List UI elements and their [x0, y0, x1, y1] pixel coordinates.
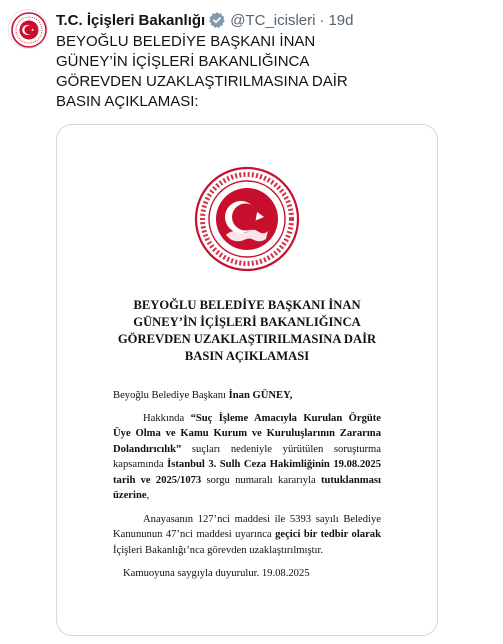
paragraph-text: sorgu numaralı kararıyla — [201, 474, 321, 486]
timestamp[interactable]: 19d — [328, 11, 354, 29]
address-prefix: Beyoğlu Belediye Başkanı — [113, 390, 229, 401]
tweet-header — [56, 10, 354, 30]
document-title-line: BEYOĞLU BELEDİYE BAŞKANI İNAN — [133, 298, 361, 312]
paragraph-text: , — [146, 490, 150, 501]
paragraph-bold-text: tutuklanması üzerine — [113, 474, 381, 501]
tweet-text — [56, 32, 486, 112]
ministry-emblem-icon — [193, 165, 301, 273]
paragraph-bold-text: “Suç İşleme Amacıyla Kurulan Örgüte Üye Olma ve Kamu Kurum ve Kuruluşlarının Zararına Dolandırıcılık” — [113, 412, 381, 455]
tweet-text-line: BASIN AÇIKLAMASI: — [56, 93, 199, 110]
document-closing: Kamuoyuna saygıyla duyurulur. 19.08.2025 — [123, 568, 310, 579]
paragraph-text: Hakkında — [143, 412, 191, 424]
document-title-line: BASIN AÇIKLAMASI — [184, 349, 310, 363]
tweet-text-line: GÖREVDEN UZAKLAŞTIRILMASINA DAİR — [56, 73, 348, 90]
separator-dot: · — [319, 11, 325, 29]
paragraph-text: suçları nedeniyle yürütülen soruşturma kapsamında — [113, 443, 381, 470]
user-handle[interactable]: @TC_icisleri — [230, 11, 316, 29]
attached-image[interactable] — [56, 124, 438, 636]
profile-avatar[interactable] — [8, 9, 48, 49]
document-paragraph-1 — [113, 411, 381, 504]
document-address — [113, 388, 381, 404]
tweet-text-line: GÜNEY’İN İÇİŞLERİ BAKANLIĞINCA — [56, 53, 310, 70]
document-title-line: GÜNEY’İN İÇİŞLERİ BAKANLIĞINCA — [133, 315, 361, 329]
document-title — [77, 297, 417, 365]
paragraph-text: İçişleri Bakanlığı’nca görevden uzaklaştırılmıştır. — [113, 544, 324, 556]
paragraph-bold-text: geçici bir tedbir olarak — [275, 529, 381, 540]
paragraph-bold-text: İstanbul 3. Sulh Ceza Hakimliğinin 19.08.2025 tarih ve 2025/1073 — [113, 459, 382, 486]
tweet-text-line: BEYOĞLU BELEDİYE BAŞKANI İNAN — [56, 33, 316, 50]
verified-badge-icon[interactable] — [208, 11, 226, 29]
address-name: İnan GÜNEY, — [228, 390, 293, 401]
ministry-emblem-icon — [9, 10, 48, 49]
display-name[interactable]: T.C. İçişleri Bakanlığı — [56, 11, 206, 29]
document-paragraph-2 — [113, 512, 381, 559]
paragraph-text: Anayasanın 127’nci maddesi ile 5393 sayılı Belediye Kanununun 47’nci maddesi uyarınca — [113, 513, 381, 540]
document-body — [113, 388, 381, 582]
document-title-line: GÖREVDEN UZAKLAŞTIRILMASINA DAİR — [117, 332, 377, 346]
